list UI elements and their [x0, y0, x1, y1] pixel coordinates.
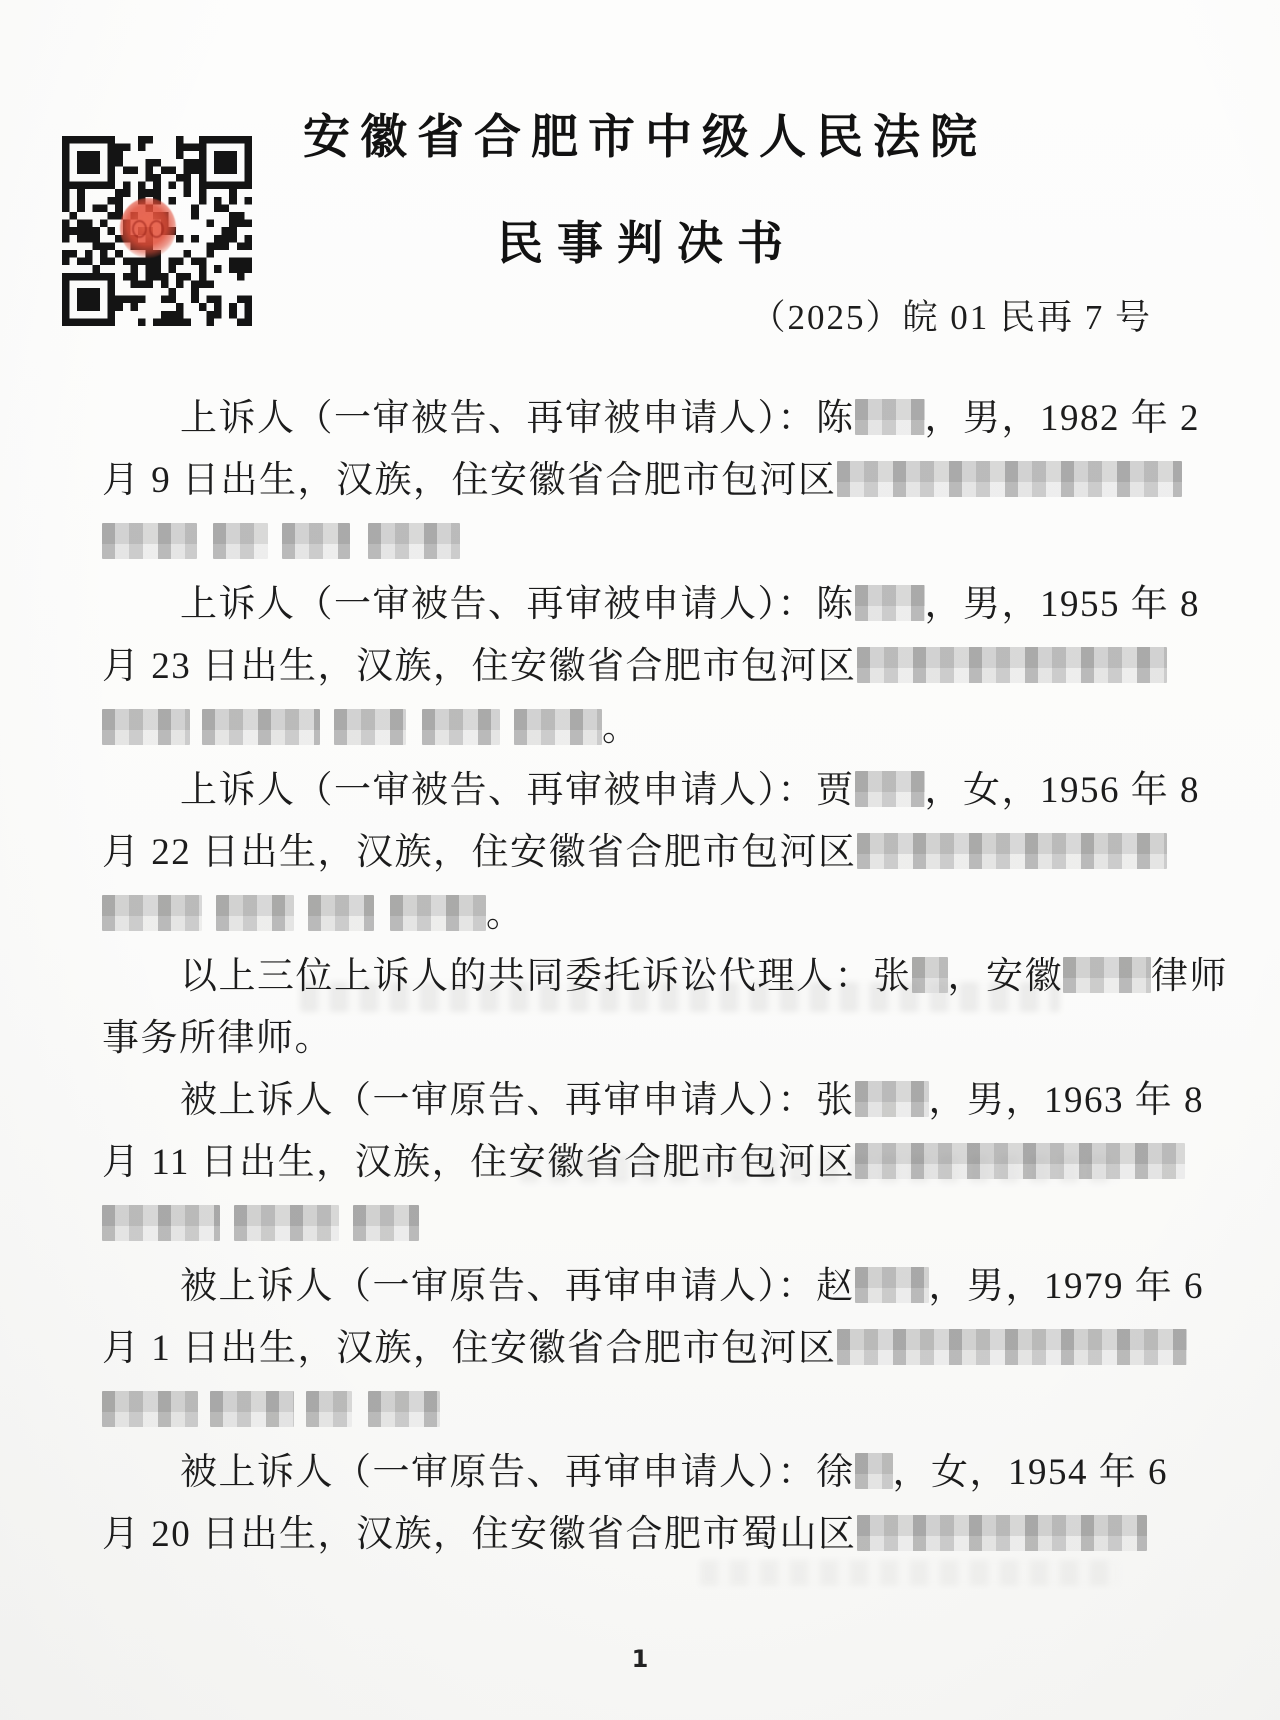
- redacted-text: [855, 1081, 929, 1117]
- redaction-gap: [352, 1421, 368, 1422]
- redaction-gap: [197, 553, 213, 554]
- text-line: [102, 1380, 1164, 1442]
- text-line: [102, 1504, 1164, 1566]
- redaction-gap: [294, 1421, 306, 1422]
- redaction-gap: [190, 739, 202, 740]
- redacted-text: [216, 895, 294, 931]
- page-number: 1: [631, 1645, 649, 1673]
- text-line: [102, 946, 1228, 1008]
- text-run: 被上诉人（一审原告、再审申请人）：赵: [180, 1266, 855, 1307]
- text-run: 月 23 日出生，汉族，住安徽省合肥市包河区: [102, 646, 857, 687]
- redacted-text: [855, 585, 925, 621]
- redaction-gap: [198, 1421, 210, 1422]
- redacted-text: [857, 833, 1167, 869]
- redaction-gap: [294, 925, 308, 926]
- redacted-text: [306, 1391, 352, 1427]
- text-run: 被上诉人（一审原告、再审申请人）：徐: [180, 1452, 855, 1493]
- text-run: 。: [486, 894, 525, 935]
- redacted-text: [390, 895, 486, 931]
- redaction-gap: [220, 1235, 234, 1236]
- paragraph-appellee-1: [102, 1070, 1204, 1256]
- redacted-text: [855, 1267, 929, 1303]
- redacted-text: [1063, 957, 1151, 993]
- text-run: 月 11 日出生，汉族，住安徽省合肥市包河区: [102, 1142, 856, 1183]
- text-line: [102, 636, 1164, 698]
- redacted-text: [368, 523, 460, 559]
- text-run: ，女，1956 年 8: [924, 770, 1200, 811]
- text-line: [102, 1132, 1164, 1194]
- text-line: [102, 1256, 1204, 1318]
- redacted-text: [334, 709, 406, 745]
- redacted-text: [210, 1391, 294, 1427]
- redacted-text: [857, 647, 1167, 683]
- redaction-gap: [202, 925, 216, 926]
- text-run: 上诉人（一审被告、再审被申请人）：贾: [180, 770, 855, 811]
- text-line: [102, 1194, 1164, 1256]
- redacted-text: [837, 1329, 1187, 1365]
- paragraph-appellant-2: [102, 574, 1200, 760]
- redacted-text: [368, 1391, 440, 1427]
- text-run: 事务所律师。: [102, 1018, 333, 1059]
- redacted-text: [213, 523, 268, 559]
- redaction-gap: [406, 739, 422, 740]
- redacted-text: [102, 709, 190, 745]
- text-run: 月 9 日出生，汉族，住安徽省合肥市包河区: [102, 460, 837, 501]
- text-line: [102, 822, 1164, 884]
- text-line: [102, 574, 1200, 636]
- redacted-text: [282, 523, 350, 559]
- redacted-text: [308, 895, 374, 931]
- text-run: ，男，1963 年 8: [928, 1080, 1204, 1121]
- paragraph-appellants-counsel: [102, 946, 1228, 1070]
- redacted-text: [855, 1453, 893, 1489]
- redacted-text: [102, 1205, 220, 1241]
- text-run: 被上诉人（一审原告、再审申请人）：张: [180, 1080, 855, 1121]
- text-line: [102, 1318, 1164, 1380]
- redaction-gap: [320, 739, 334, 740]
- text-line: [102, 884, 1164, 946]
- text-line: [102, 1070, 1204, 1132]
- redacted-text: [234, 1205, 339, 1241]
- redaction-gap: [339, 1235, 353, 1236]
- text-run: ，女，1954 年 6: [892, 1452, 1168, 1493]
- paragraph-appellee-2: [102, 1256, 1204, 1442]
- text-run: 月 1 日出生，汉族，住安徽省合肥市包河区: [102, 1328, 837, 1369]
- text-line: [102, 512, 1164, 574]
- document-header: [0, 100, 1280, 273]
- text-line: [102, 388, 1200, 450]
- text-run: 上诉人（一审被告、再审被申请人）：陈: [180, 398, 855, 439]
- text-line: [102, 698, 1164, 760]
- redacted-text: [102, 895, 202, 931]
- court-name-title: 安徽省合肥市中级人民法院: [303, 112, 987, 164]
- text-run: 律师: [1151, 956, 1228, 997]
- redacted-text: [202, 709, 320, 745]
- text-run: ，男，1955 年 8: [924, 584, 1200, 625]
- redacted-text: [855, 771, 925, 807]
- redacted-text: [353, 1205, 419, 1241]
- text-run: ，男，1982 年 2: [924, 398, 1200, 439]
- paragraph-appellant-1: [102, 388, 1200, 574]
- redaction-gap: [500, 739, 514, 740]
- document-body: [102, 388, 1228, 1566]
- redacted-text: [837, 461, 1182, 497]
- redacted-text: [422, 709, 500, 745]
- text-run: ，男，1979 年 6: [928, 1266, 1204, 1307]
- redacted-text: [514, 709, 602, 745]
- redacted-text: [855, 399, 925, 435]
- text-run: ，安徽: [947, 956, 1063, 997]
- paragraph-appellant-3: [102, 760, 1200, 946]
- text-line: [102, 1008, 1164, 1070]
- text-run: 月 22 日出生，汉族，住安徽省合肥市包河区: [102, 832, 857, 873]
- redacted-text: [912, 957, 948, 993]
- paragraph-appellee-3: [102, 1442, 1168, 1566]
- redaction-gap: [374, 925, 390, 926]
- text-run: 。: [602, 708, 641, 749]
- text-run: 以上三位上诉人的共同委托诉讼代理人：张: [180, 956, 912, 997]
- redacted-text: [855, 1143, 1185, 1179]
- text-line: [102, 760, 1200, 822]
- text-line: [102, 1442, 1168, 1504]
- text-run: 月 20 日出生，汉族，住安徽省合肥市蜀山区: [102, 1514, 857, 1555]
- text-run: 上诉人（一审被告、再审被申请人）：陈: [180, 584, 855, 625]
- text-line: [102, 450, 1164, 512]
- redacted-text: [857, 1515, 1147, 1551]
- case-number: （2025）皖 01 民再 7 号: [750, 298, 1152, 337]
- redacted-text: [102, 523, 197, 559]
- redaction-gap: [268, 553, 282, 554]
- redacted-text: [102, 1391, 198, 1427]
- document-type-title: 民事判决书: [497, 218, 797, 269]
- redaction-gap: [350, 553, 368, 554]
